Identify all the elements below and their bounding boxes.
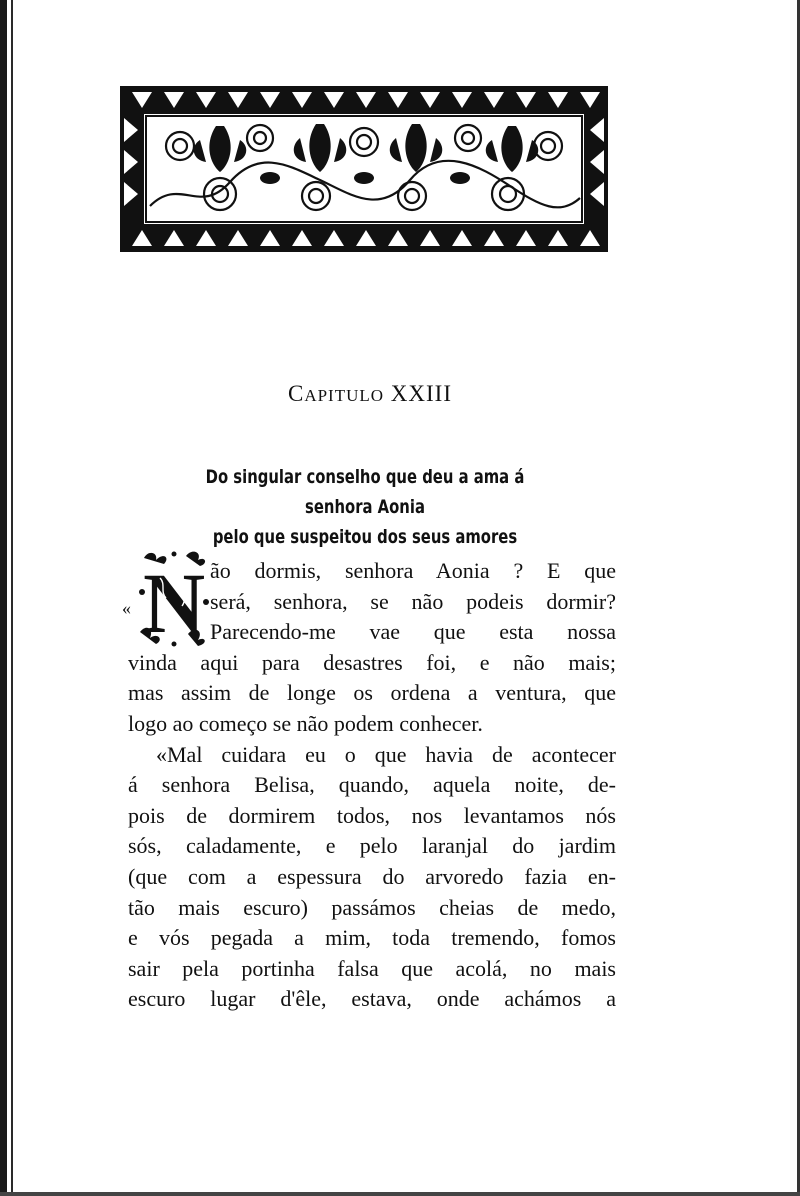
book-spine-edge [0, 0, 7, 1196]
page-gutter-line [11, 0, 13, 1196]
text-line: logo ao começo se não podem conhecer. [128, 710, 483, 736]
text-line: escuro lugar d'êle, estava, onde achámos a [128, 986, 616, 1012]
chapter-prefix-rest: APITULO [304, 386, 385, 405]
text-line: sós, caladamente, e pelo laranjal do jardim [128, 833, 616, 859]
text-line: será, senhora, se não podeis dormir? [210, 588, 616, 614]
text-line: vinda aqui para desastres foi, e não mais; [128, 649, 616, 675]
text-line: «Mal cuidara eu o que havia de acontecer [156, 741, 616, 767]
page-bottom-edge [0, 1192, 800, 1196]
body-text [128, 556, 616, 1015]
chapter-heading-line-1: Do singular conselho que deu a ama á senhora Aonia [205, 466, 525, 518]
text-line: e vós pegada a mim, toda tremendo, fomos [128, 925, 616, 951]
text-line: Parecendo-me vae que esta nossa [210, 619, 616, 645]
chapter-heading [174, 462, 556, 552]
text-line: pois de dormirem todos, nos levantamos nós [128, 802, 616, 828]
text-line: tão mais escuro) passámos cheias de medo, [128, 894, 616, 920]
chapter-number: XXIII [390, 381, 452, 406]
ornamental-header-band [120, 86, 608, 252]
drop-cap-letter: N [142, 555, 206, 648]
text-line: ão dormis, senhora Aonia ? E que [210, 558, 616, 583]
text-line: á senhora Belisa, quando, aquela noite, de- [128, 772, 616, 798]
text-line: sair pela portinha falsa que acolá, no mais [128, 955, 616, 981]
chapter-prefix-initial: C [287, 381, 305, 406]
quote-mark: « [122, 598, 131, 618]
text-line: mas assim de longe os ordena a ventura, que [128, 680, 616, 706]
text-line: (que com a espessura do arvoredo fazia en- [128, 863, 616, 889]
chapter-heading-line-2: pelo que suspeitou dos seus amores [212, 526, 518, 548]
chapter-title [0, 381, 740, 407]
